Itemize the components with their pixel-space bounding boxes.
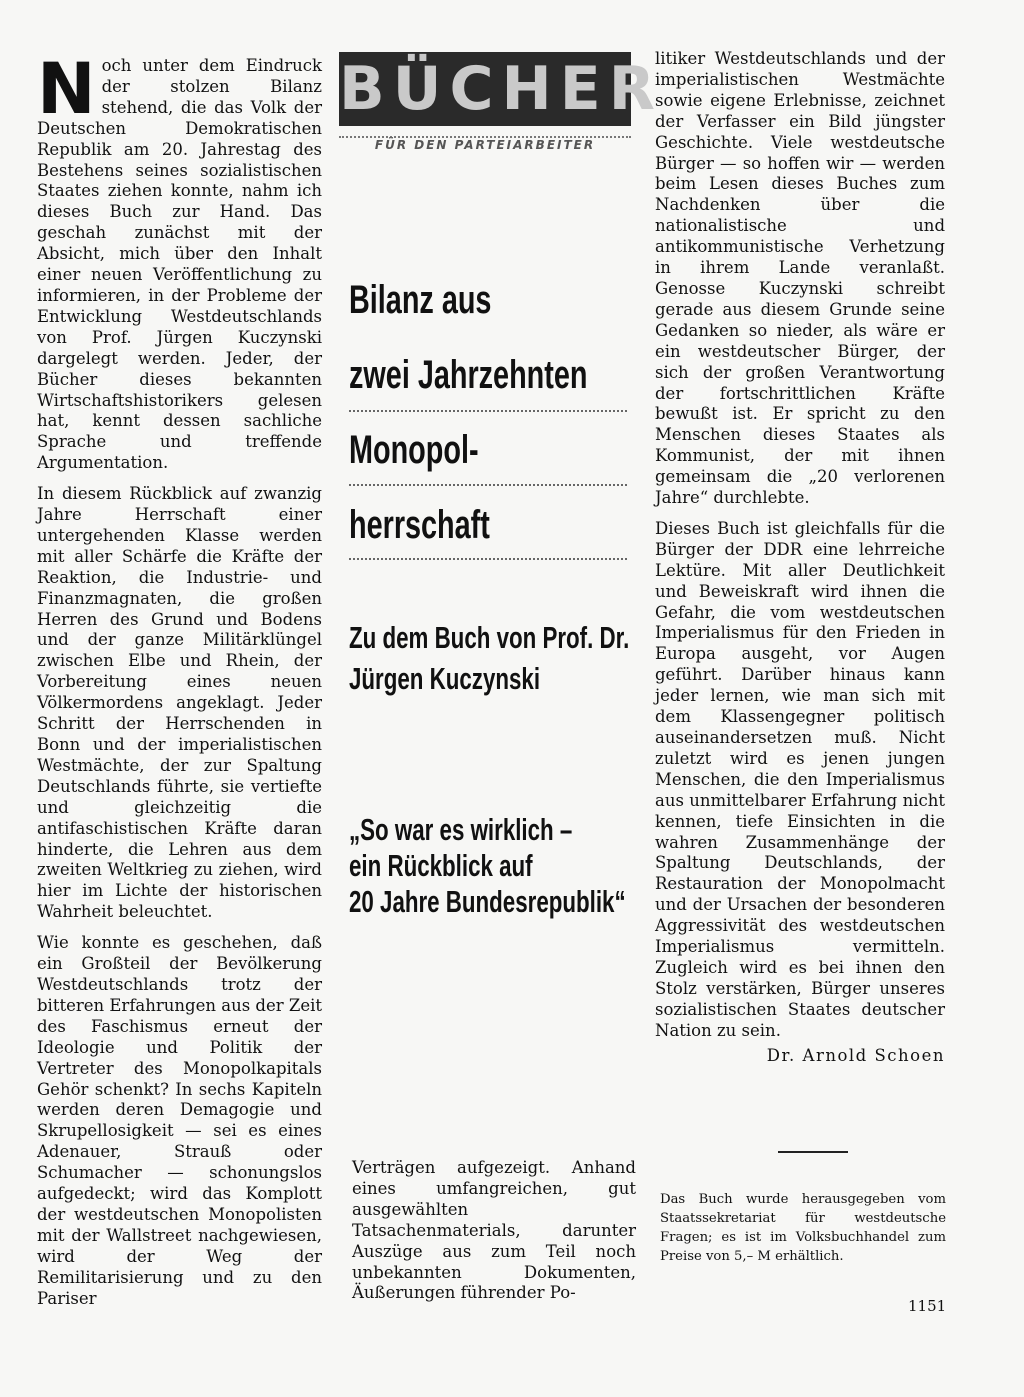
headline-line: zwei Jahrzehnten (349, 353, 588, 397)
book-title-line: 20 Jahre Bundesrepublik“ (349, 884, 626, 919)
headline-line: Bilanz aus (349, 278, 492, 322)
subhead-line: Zu dem Buch von Prof. Dr. (349, 620, 630, 655)
signature: Dr. Arnold Schoen (766, 1045, 945, 1065)
divider (349, 410, 627, 412)
masthead-subtitle: FÜR DEN PARTEIARBEITER (339, 136, 631, 153)
divider (349, 484, 627, 486)
headline-line: Monopol- (349, 428, 479, 472)
body-paragraph: Verträgen aufgezeigt. Anhand eines umfangreichen, gut ausgewählten Tatsachenmaterials, darunter Auszüge aus zum Teil noch unbekannten Dokumenten, Äußerungen führender Po- (352, 1158, 636, 1303)
left-column (37, 48, 323, 1319)
masthead (339, 52, 663, 152)
subhead-line: Jürgen Kuczynski (349, 661, 541, 696)
body-paragraph: In diesem Rückblick auf zwanzig Jahre Herrschaft einer untergehenden Klasse werden mit aller Schärfe die Kräfte der Reaktion, die Industrie- und Finanzmagnaten, die großen Herren des Grund und Bodens und der ganze Militärklüngel zwischen Elbe und Rhein, der Vorbereitung eines neuen Völkermordens angeklagt. Jeder Schritt der Herrschenden in Bonn und der imperialistischen Westmächte, der zur Spaltung Deutschlands führte, sie vertiefte und gleichzeitig die antifaschistischen Kräfte daran hinderte, die Lehren aus dem zweiten Weltkrieg zu ziehen, wird hier im Lichte der historischen Wahrheit beleuchtet. (37, 484, 322, 922)
intro-text: och unter dem Eindruck der stolzen Bilanz stehend, die das Volk der Deutschen Demokratischen Republik am 20. Jahrestag des Bestehens seines sozialistischen Staates ziehen konnte, nahm ich dieses Buch zur Hand. Das geschah zunächst mit der Absicht, mich über den Inhalt einer neuen Veröffentlichung zu informieren, in der Probleme der Entwicklung Westdeutschlands von Prof. Jürgen Kuczynski dargelegt werden. Jeder, der Bücher dieses bekannten Wirtschaftshistorikers gelesen hat, kennt dessen sachliche Sprache und treffende Argumentation. (37, 56, 322, 473)
body-paragraph: Dieses Buch ist gleichfalls für die Bürger der DDR eine lehrreiche Lektüre. Mit aller Deutlichkeit und Beweiskraft wird ihnen die Gefahr, die vom westdeutschen Imperialismus für den Frieden in Europa ausgeht, vor Augen geführt. Darüber hinaus kann jeder lernen, wie man sich mit dem Klassengegner politisch auseinandersetzen muß. Nicht zuletzt wird es jenen jungen Menschen, die den Imperialismus aus unmittelbarer Erfahrung nicht kennen, tiefe Einsichten in die wahren Zusammenhänge der Spaltung Deutschlands, der Restauration der Monopolmacht und der Ursachen der besonderen Aggressivität des westdeutschen Imperialismus vermitteln. Zugleich wird es bei ihnen den Stolz verstärken, Bürger unseres sozialistischen Staates deutscher Nation zu sein. (655, 518, 945, 1040)
masthead-title: BÜCHER (339, 54, 663, 124)
footnote: Das Buch wurde herausgegeben vom Staatssekretariat für westdeutsche Fragen; es ist im Volksbuchhandel zum Preise von 5,– M erhältlich. (660, 1192, 946, 1264)
body-paragraph: Wie konnte es geschehen, daß ein Großteil der Bevölkerung Westdeutschlands trotz der bitteren Erfahrungen aus der Zeit des Faschismus erneut der Ideologie und Politik der Vertreter des Monopolkapitals Gehör schenkt? In sechs Kapiteln werden deren Demagogie und Skrupellosigkeit — sei es eines Adenauer, Strauß oder Schumacher — schonungslos aufgedeckt; wird das Komplott der westdeutschen Monopolisten mit der Wallstreet nachgewiesen, wird der Weg der Remilitarisierung und zu den Pariser (37, 933, 323, 1308)
middle-column (352, 1158, 636, 1314)
intro-paragraph (37, 48, 322, 474)
headline-line: herrschaft (349, 503, 490, 547)
divider (349, 558, 627, 560)
divider (778, 1151, 848, 1153)
body-paragraph: litiker Westdeutschlands und der imperialistischen Westmächte sowie eigene Erlebnisse, zeichnet der Verfasser ein Bild jüngster Geschichte. Viele westdeutsche Bürger — so hoffen wir — werden beim Lesen dieses Buches zum Nachdenken über die nationalistische und antikommunistische Verhetzung in ihrem Lande veranlaßt. Genosse Kuczynski schreibt gerade aus diesem Grunde seine Gedanken so nieder, als wäre er ein westdeutscher Bürger, der sich der großen Verantwortung der fortschrittlichen Kräfte bewußt ist. Er spricht zu den Menschen dieses Staates als Kommunist, der mit ihnen gemeinsam die „20 verlorenen Jahre“ durchlebte. (655, 49, 945, 508)
dropcap: N (37, 48, 96, 130)
book-title-line: „So war es wirklich – (349, 812, 573, 847)
page-number: 1151 (908, 1297, 947, 1315)
right-column (655, 49, 945, 1077)
book-title-line: ein Rückblick auf (349, 848, 533, 883)
